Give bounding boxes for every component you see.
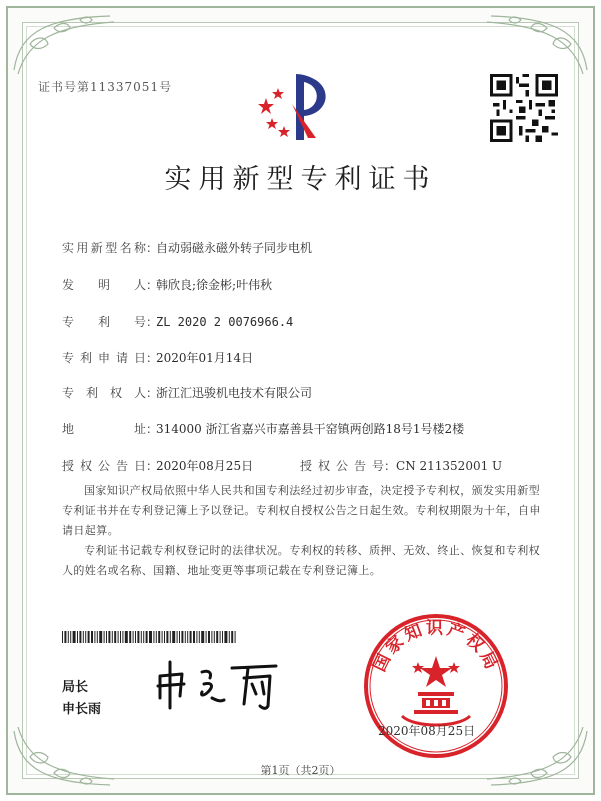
signature-image xyxy=(152,654,282,712)
field-patent-number: 专利号：ZL 2020 2 0076966.4 xyxy=(62,315,294,329)
seal-date: 2020年08月25日 xyxy=(378,724,476,738)
legal-status-paragraph: 专利证书记载专利权登记时的法律状况。专利权的转移、质押、无效、终止、恢复和专利权人的姓名或名称、国籍、地址变更等事项记载在专利登记簿上。 xyxy=(62,544,540,577)
field-address: 地址：314000 浙江省嘉兴市嘉善县干窑镇两创路18号1号楼2楼 xyxy=(62,422,465,436)
field-grant-date: 授权公告日：2020年08月25日 xyxy=(62,459,254,473)
field-value: 韩欣良;徐金彬;叶伟秋 xyxy=(156,278,273,292)
corner-ornament-bottom-left xyxy=(10,721,120,791)
qr-code-icon xyxy=(490,74,558,142)
field-patentee: 专利权人：浙江汇迅骏机电技术有限公司 xyxy=(62,386,313,400)
grant-statement-paragraph: 国家知识产权局依照中华人民共和国专利法经过初步审查，决定授予专利权，颁发实用新型专利证书并在专利登记簿上予以登记。专利权自授权公告之日起生效。专利权期限为十年，自申请日起算。 xyxy=(62,484,541,537)
field-label: 授权公告号 xyxy=(300,459,384,473)
field-label: 专利申请日 xyxy=(62,351,146,365)
field-value: 2020年01月14日 xyxy=(156,351,254,365)
field-value: 2020年08月25日 xyxy=(156,459,254,473)
field-value: 自动弱磁永磁外转子同步电机 xyxy=(156,241,313,255)
corner-ornament-top-right xyxy=(481,10,591,80)
field-label: 实用新型名称 xyxy=(62,241,146,255)
barcode-icon xyxy=(62,631,270,643)
field-application-date: 专利申请日：2020年01月14日 xyxy=(62,351,254,365)
signatory-title: 局长 xyxy=(62,680,89,695)
certificate-title: 实用新型专利证书 xyxy=(164,164,437,195)
corner-ornament-top-left xyxy=(10,10,120,80)
field-label: 发明人 xyxy=(62,278,146,292)
field-label: 专利号 xyxy=(62,315,146,329)
field-inventors: 发明人：韩欣良;徐金彬;叶伟秋 xyxy=(62,278,273,292)
certificate-number: 证书号第11337051号 xyxy=(38,80,173,94)
field-label: 地址 xyxy=(62,422,146,436)
patent-office-emblem-icon xyxy=(256,68,338,144)
field-label: 授权公告日 xyxy=(62,459,146,473)
page-indicator: 第1页（共2页） xyxy=(260,764,341,777)
signatory-name: 申长雨 xyxy=(62,702,102,717)
field-announcement-number: 授权公告号：CN 211352001 U xyxy=(300,459,503,473)
field-utility-model-name: 实用新型名称：自动弱磁永磁外转子同步电机 xyxy=(62,241,313,255)
svg-text:国家知识产权局: 国家知识产权局 xyxy=(369,618,503,675)
field-value: 314000 浙江省嘉兴市嘉善县干窑镇两创路18号1号楼2楼 xyxy=(156,422,465,436)
field-label: 专利权人 xyxy=(62,386,146,400)
field-value: CN 211352001 U xyxy=(396,459,503,473)
field-value: 浙江汇迅骏机电技术有限公司 xyxy=(156,386,313,400)
field-value: ZL 2020 2 0076966.4 xyxy=(156,315,294,329)
